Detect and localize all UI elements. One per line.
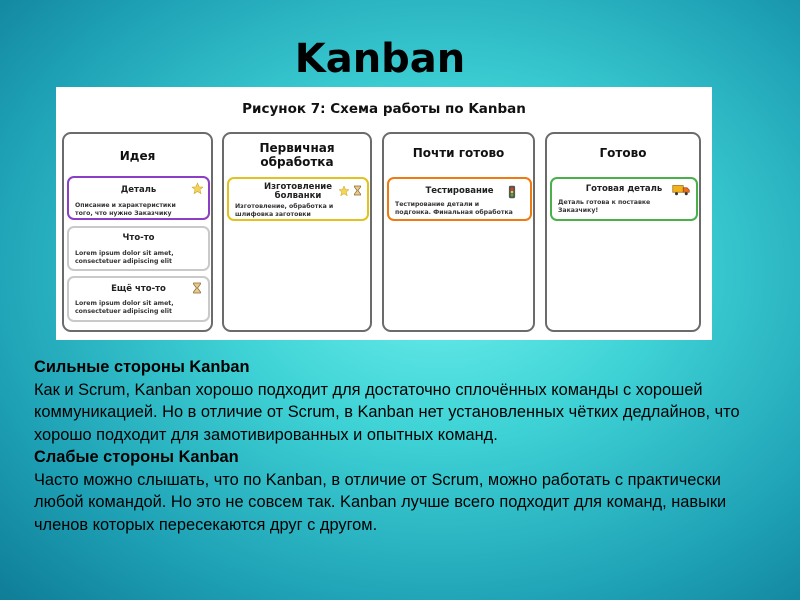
- card-title: Тестирование: [425, 186, 494, 196]
- card-title: Деталь: [120, 185, 157, 195]
- card-title: Готовая деталь: [585, 184, 663, 194]
- kanban-card-something-else: [67, 276, 210, 322]
- strengths-text: Как и Scrum, Kanban хорошо подходит для достаточно сплочённых команды с хорошей коммуникацией. Но в отличие от Scrum, в Kanban нет установленных чётких дедлайнов, что хорошо подходит для замотивированных и опытных команд.: [34, 380, 740, 444]
- kanban-card-blank-making: [227, 177, 369, 221]
- kanban-column-done: [545, 132, 701, 332]
- kanban-card-detail: [67, 176, 210, 220]
- column-title: Почти готово: [412, 146, 505, 160]
- star-icon: [338, 185, 350, 197]
- weaknesses-text: Часто можно слышать, что по Kanban, в отличие от Scrum, можно работать с практически любой командой. Но это не совсем так. Kanban лучше всего подходит для команд, навыки членов которых пересекаются друг с другом.: [34, 470, 727, 534]
- card-description: Тестирование детали и подгонка. Финальная обработка: [395, 201, 513, 216]
- hourglass-icon: [192, 282, 202, 294]
- star-icon: [191, 182, 204, 195]
- card-title: Ещё что-то: [111, 284, 166, 294]
- truck-icon: [672, 184, 690, 196]
- traffic-light-icon: [508, 185, 516, 199]
- column-title: Готово: [599, 146, 647, 160]
- figure-caption: Рисунок 7: Схема работы по Kanban: [242, 101, 526, 117]
- kanban-column-idea: [62, 132, 213, 332]
- column-title: Идея: [119, 149, 156, 163]
- kanban-card-testing: [387, 177, 532, 221]
- kanban-column-primary-processing: [222, 132, 372, 332]
- kanban-column-almost-done: [382, 132, 535, 332]
- card-title: Изготовление болванки: [263, 182, 333, 201]
- card-description: Описание и характеристики того, что нужно Заказчику: [75, 202, 176, 217]
- card-title: Что-то: [122, 233, 155, 243]
- column-title: Первичная обработка: [259, 141, 335, 169]
- kanban-card-something: [67, 226, 210, 271]
- hourglass-icon: [353, 185, 362, 196]
- strengths-heading: Сильные стороны Kanban: [34, 358, 250, 376]
- slide-title: Kanban: [294, 36, 466, 82]
- slide-body: [34, 356, 774, 536]
- card-description: Lorem ipsum dolor sit amet, consectetuer adipiscing elit: [75, 300, 174, 315]
- card-description: Деталь готова к поставке Заказчику!: [558, 199, 651, 214]
- card-description: Lorem ipsum dolor sit amet, consectetuer adipiscing elit: [75, 250, 174, 265]
- kanban-figure: [56, 87, 712, 340]
- kanban-card-finished-detail: [550, 177, 698, 221]
- weaknesses-heading: Слабые стороны Kanban: [34, 448, 239, 466]
- card-description: Изготовление, обработка и шлифовка заготовки: [235, 203, 334, 218]
